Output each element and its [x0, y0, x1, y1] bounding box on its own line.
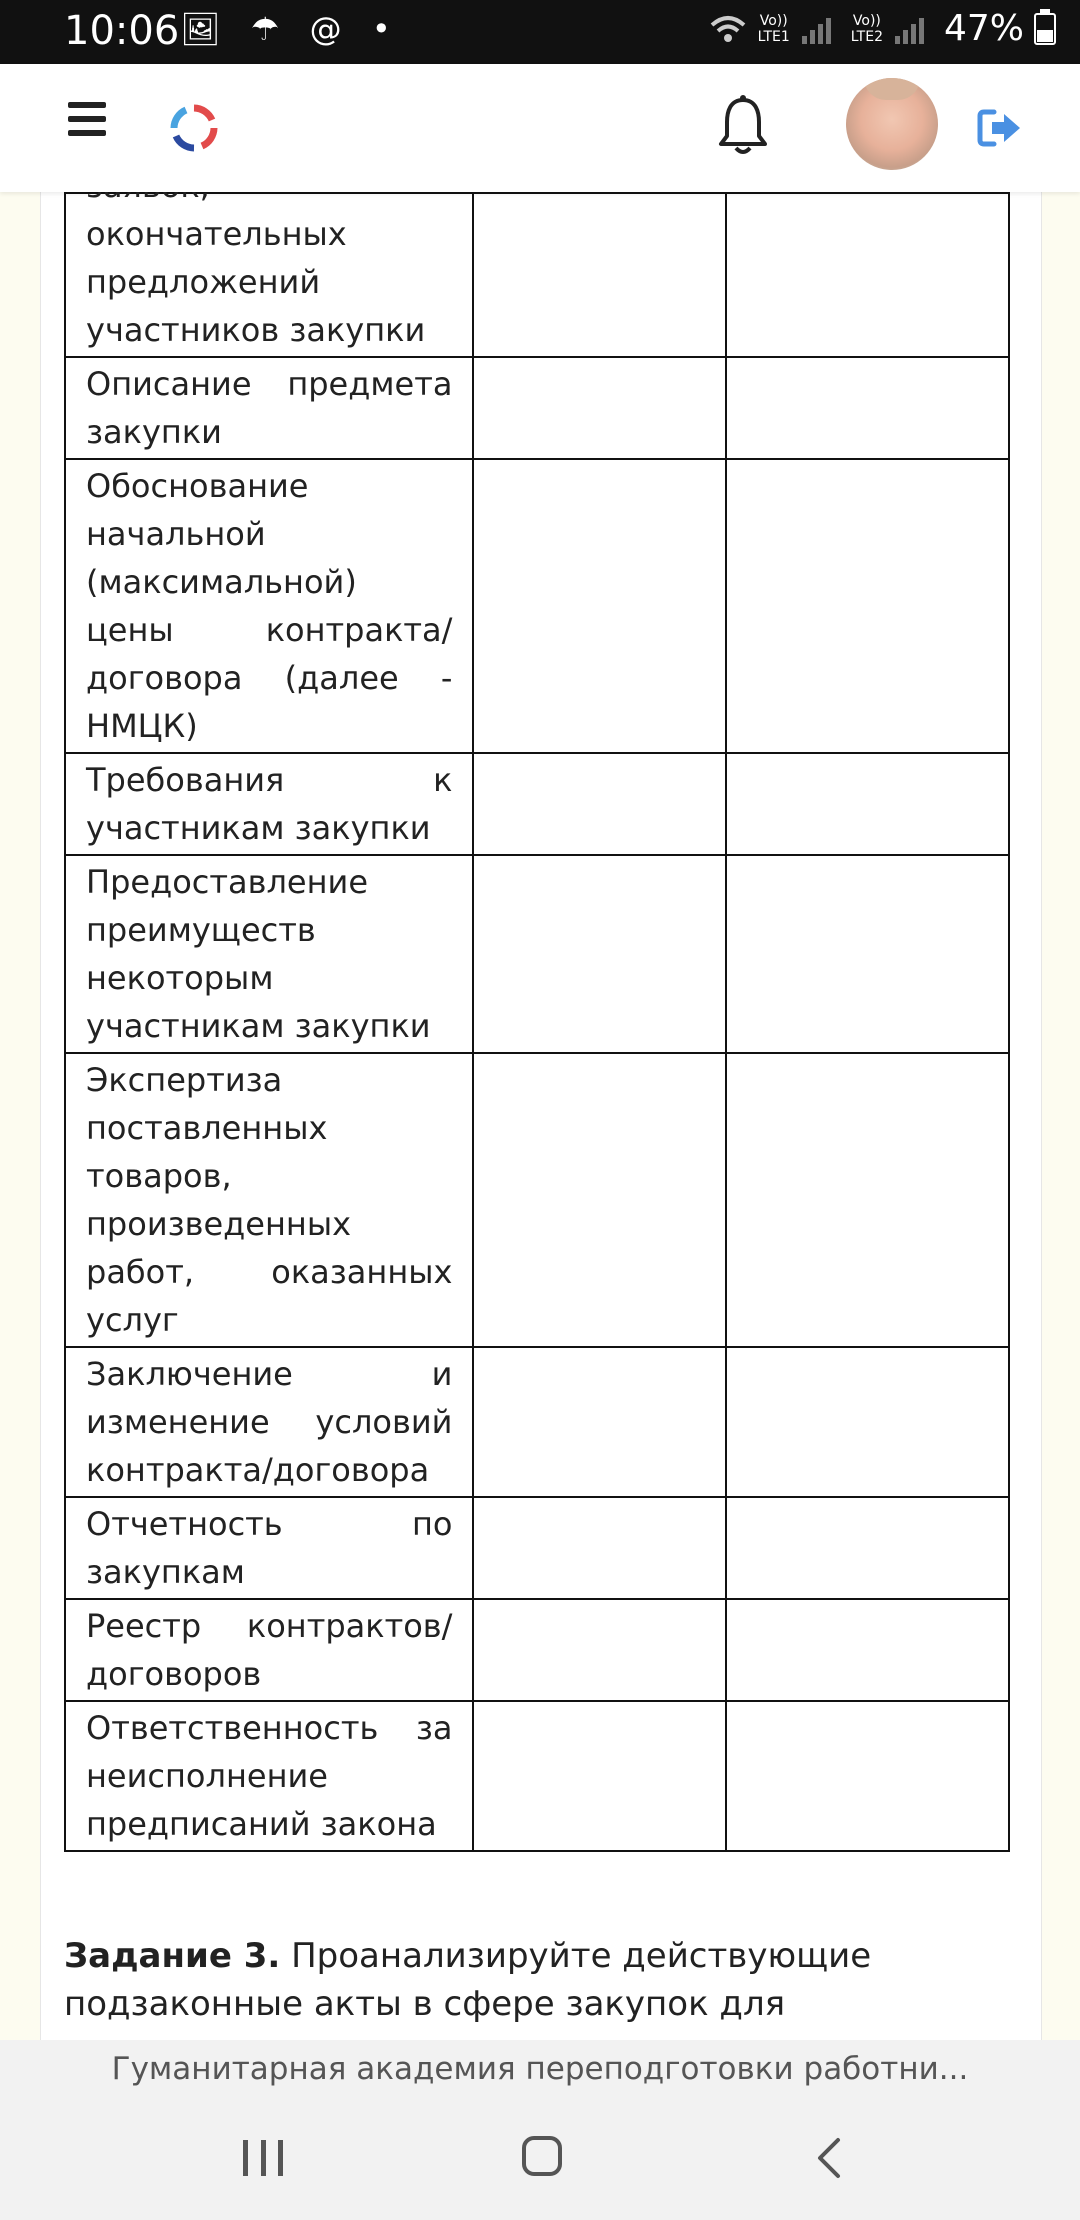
- battery-percent: 47%: [943, 8, 1024, 49]
- row-label: Отчетность по закупкам: [86, 1505, 453, 1591]
- table-cell-label: [65, 753, 473, 855]
- signal-2-icon: [895, 14, 924, 44]
- volte-label-2: Vo)): [852, 12, 881, 29]
- table-cell-empty: [473, 1599, 726, 1701]
- procurement-table: [64, 192, 1010, 1852]
- table-cell-label: [65, 1053, 473, 1347]
- table-cell-empty: [726, 1497, 1009, 1599]
- row-label: Ответственность за неисполнение предписаний закона: [86, 1709, 453, 1843]
- table-cell-label: [65, 1701, 473, 1851]
- task-paragraph: [64, 1932, 1004, 2028]
- home-icon[interactable]: [522, 2136, 562, 2176]
- avatar[interactable]: [846, 78, 938, 170]
- table-cell-empty: [473, 193, 726, 357]
- table-row: [65, 855, 1009, 1053]
- table-row: [65, 193, 1009, 357]
- app-bar: [0, 64, 1080, 192]
- status-right: [708, 8, 1056, 49]
- table-cell-empty: [726, 855, 1009, 1053]
- recent-apps-icon[interactable]: [243, 2140, 283, 2176]
- row-label: окончательных предложений участников закупки: [86, 215, 426, 349]
- table-cell-label: [65, 1347, 473, 1497]
- back-icon[interactable]: [810, 2136, 850, 2180]
- row-label: Экспертиза поставленных товаров, произведенных работ, оказанных услуг: [86, 1061, 453, 1339]
- table-row: [65, 753, 1009, 855]
- table-cell-label: [65, 1599, 473, 1701]
- task-heading: Задание 3.: [64, 1936, 281, 1976]
- logout-icon[interactable]: [976, 106, 1024, 150]
- table-cell-empty: [726, 459, 1009, 753]
- volte-label: Vo)): [759, 12, 788, 29]
- table-cell-empty: [726, 357, 1009, 459]
- table-cell-empty: [473, 357, 726, 459]
- table-cell-label: [65, 1497, 473, 1599]
- table-cell-empty: [726, 193, 1009, 357]
- bell-icon[interactable]: [716, 94, 770, 158]
- table-row: [65, 1347, 1009, 1497]
- table-cell-empty: [473, 855, 726, 1053]
- row-label: Описание предмета закупки: [86, 365, 453, 451]
- hamburger-icon[interactable]: [68, 102, 106, 136]
- status-bar: [0, 0, 1080, 64]
- page-title-bar[interactable]: Гуманитарная академия переподготовки работни...: [0, 2040, 1080, 2098]
- battery-icon: [1034, 13, 1056, 45]
- table-cell-label: [65, 855, 473, 1053]
- lte2-indicator: [851, 13, 883, 45]
- table-row: [65, 459, 1009, 753]
- lte2-label: LTE2: [850, 28, 883, 45]
- row-label: Реестр контрактов/ договоров: [86, 1607, 453, 1693]
- table-cell-empty: [473, 459, 726, 753]
- table-row: [65, 357, 1009, 459]
- row-label: Обоснование начальной (максимальной) цены контракта/ договора (далее - НМЦК): [86, 467, 453, 745]
- task-text: Проанализируйте действующие подзаконные акты в сфере закупок для: [64, 1936, 872, 2024]
- table-cell-empty: [473, 1053, 726, 1347]
- signal-1-icon: [802, 14, 831, 44]
- table-cell-label: [65, 193, 473, 357]
- table-cell-label: [65, 357, 473, 459]
- row-label: Требования к участникам закупки: [86, 761, 453, 847]
- table-row: [65, 1701, 1009, 1851]
- wifi-icon: [708, 13, 748, 45]
- table-cell-empty: [726, 1599, 1009, 1701]
- app-logo-icon[interactable]: [170, 104, 218, 152]
- status-time: 10:06: [64, 8, 180, 54]
- table-cell-empty: [726, 1701, 1009, 1851]
- notification-icons: 🖼 ☂ @ •: [180, 10, 401, 48]
- table-cell-empty: [726, 753, 1009, 855]
- row-label: Предоставление преимуществ некоторым участникам закупки: [86, 863, 431, 1045]
- table-cell-empty: [726, 1053, 1009, 1347]
- table-cell-empty: [473, 1497, 726, 1599]
- table-cell-empty: [726, 1347, 1009, 1497]
- table-cell-label: [65, 459, 473, 753]
- table-cell-empty: [473, 753, 726, 855]
- table-row: [65, 1497, 1009, 1599]
- table-row: [65, 1053, 1009, 1347]
- content-card: [40, 192, 1042, 2042]
- lte1-label: LTE1: [757, 28, 790, 45]
- table-row: [65, 1599, 1009, 1701]
- table-cell-empty: [473, 1701, 726, 1851]
- row-label: Заключение и изменение условий контракта/договора: [86, 1355, 453, 1489]
- navigation-bar: [0, 2098, 1080, 2220]
- lte1-indicator: [758, 13, 790, 45]
- table-cell-empty: [473, 1347, 726, 1497]
